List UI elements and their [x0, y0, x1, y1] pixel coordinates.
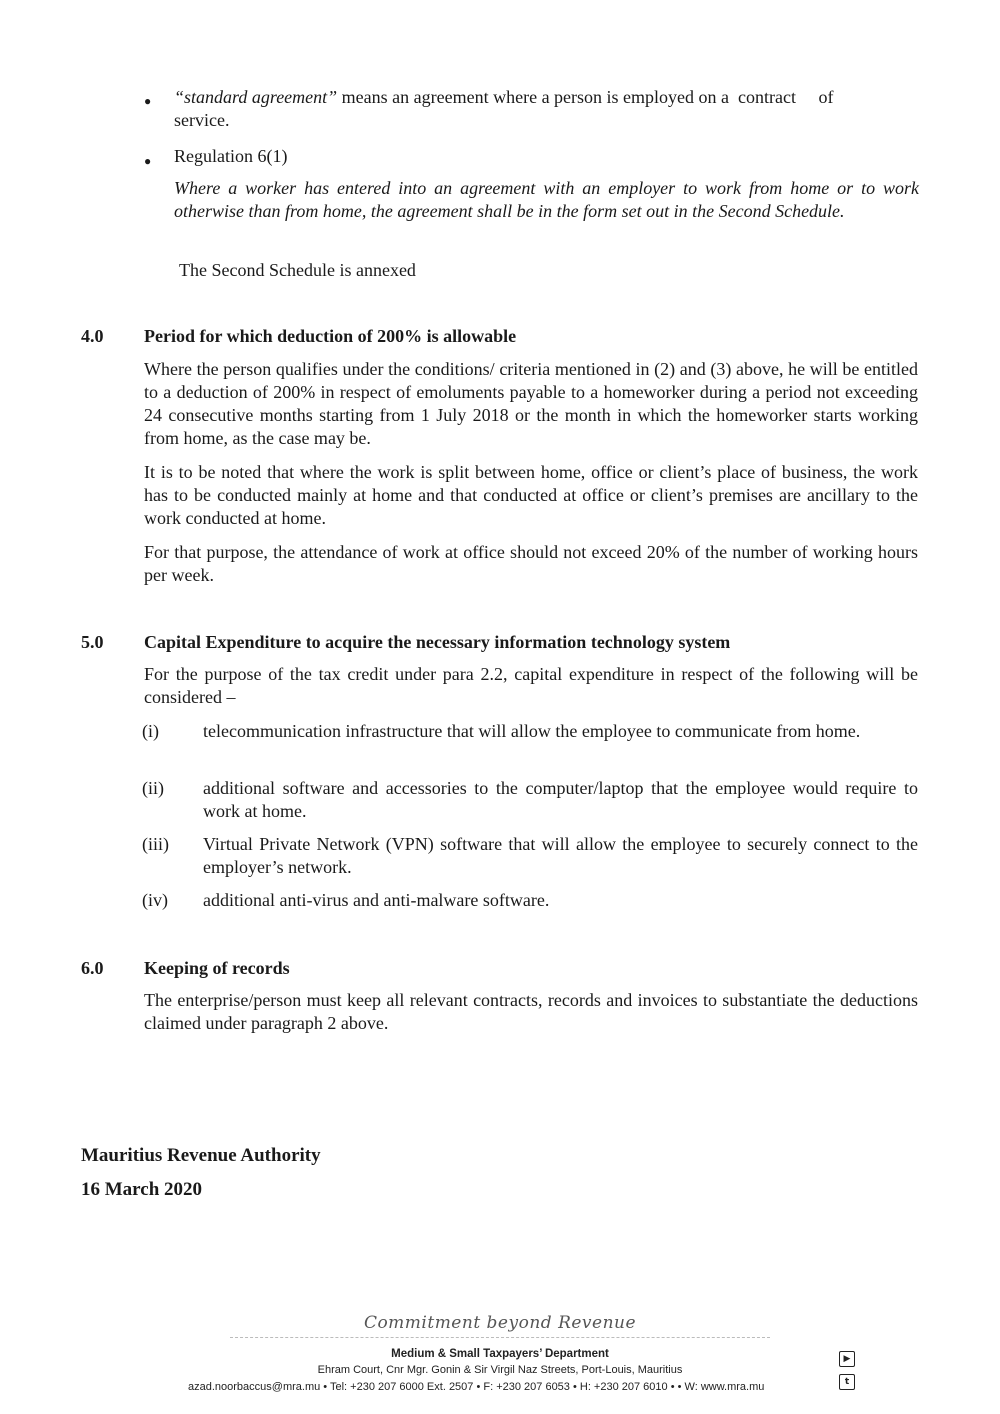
- list-item: telecommunication infrastructure that will allow the employee to communicate from home.: [203, 721, 861, 741]
- section-number: 6.0: [81, 958, 104, 978]
- list-item-label: (iii): [142, 834, 169, 854]
- section-number: 4.0: [81, 326, 104, 346]
- list-item-label: (ii): [142, 778, 164, 798]
- section6-para: The enterprise/person must keep all relevant contracts, records and invoices to substantiate the deductions claimed under paragraph 2 above.: [144, 990, 918, 1033]
- footer-department: Medium & Small Taxpayers’ Department: [391, 1348, 609, 1360]
- section-number: 5.0: [81, 632, 104, 652]
- list-item-label: (iv): [142, 890, 168, 910]
- youtube-icon[interactable]: ▶: [839, 1351, 855, 1367]
- regulation-label: Regulation 6(1): [174, 146, 288, 166]
- section-heading: Capital Expenditure to acquire the necessary information technology system: [144, 632, 731, 652]
- section5-intro: For the purpose of the tax credit under para 2.2, capital expenditure in respect of the following will be considered –: [144, 664, 918, 707]
- definition-text-line1: means an agreement where a person is employed on a contract of: [337, 87, 834, 107]
- list-item: additional software and accessories to the computer/laptop that the employee would require to work at home.: [203, 778, 918, 821]
- definition-text-line2: service.: [174, 110, 230, 130]
- bullet-dot: ●: [144, 154, 152, 168]
- authority-name: Mauritius Revenue Authority: [81, 1145, 321, 1166]
- section-heading: Period for which deduction of 200% is allowable: [144, 326, 517, 346]
- footer-address: Ehram Court, Cnr Mgr. Gonin & Sir Virgil Naz Streets, Port-Louis, Mauritius: [317, 1364, 683, 1376]
- definition-standard-agreement: [174, 86, 919, 132]
- section4-para1: Where the person qualifies under the conditions/ criteria mentioned in (2) and (3) above, he will be entitled to a deduction of 200% in respect of emoluments payable to a homeworker during a period not exceeding 24 consecutive months starting from 1 July 2018 or the month in which the homeworker starts working from home, as the case may be.: [144, 359, 918, 448]
- section4-para2: It is to be noted that where the work is split between home, office or client’s place of business, the work has to be conducted mainly at home and that conducted at office or client’s premises are ancillary to the work conducted at home.: [144, 462, 918, 528]
- section-heading: Keeping of records: [144, 958, 290, 978]
- list-item: Virtual Private Network (VPN) software that will allow the employee to securely connect to the employer’s network.: [203, 834, 918, 877]
- document-date: 16 March 2020: [81, 1179, 203, 1200]
- list-item: additional anti-virus and anti-malware software.: [203, 890, 550, 910]
- bullet-dot: ●: [144, 94, 152, 108]
- regulation-quote: Where a worker has entered into an agreement with an employer to work from home or to work otherwise than from home, the agreement shall be in the form set out in the Second Schedule.: [174, 178, 919, 221]
- footer-contact: azad.noorbaccus@mra.mu • Tel: +230 207 6000 Ext. 2507 • F: +230 207 6053 • H: +230 207 6010 • • W: www.mra.mu: [188, 1381, 765, 1393]
- footer-motto: Commitment beyond Revenue: [363, 1313, 637, 1333]
- annex-note: The Second Schedule is annexed: [179, 260, 416, 280]
- footer-divider: [230, 1337, 770, 1338]
- section4-para3: For that purpose, the attendance of work at office should not exceed 20% of the number of working hours per week.: [144, 542, 918, 585]
- twitter-icon[interactable]: t: [839, 1374, 855, 1390]
- list-item-label: (i): [142, 721, 159, 741]
- definition-term: “standard agreement”: [174, 87, 338, 107]
